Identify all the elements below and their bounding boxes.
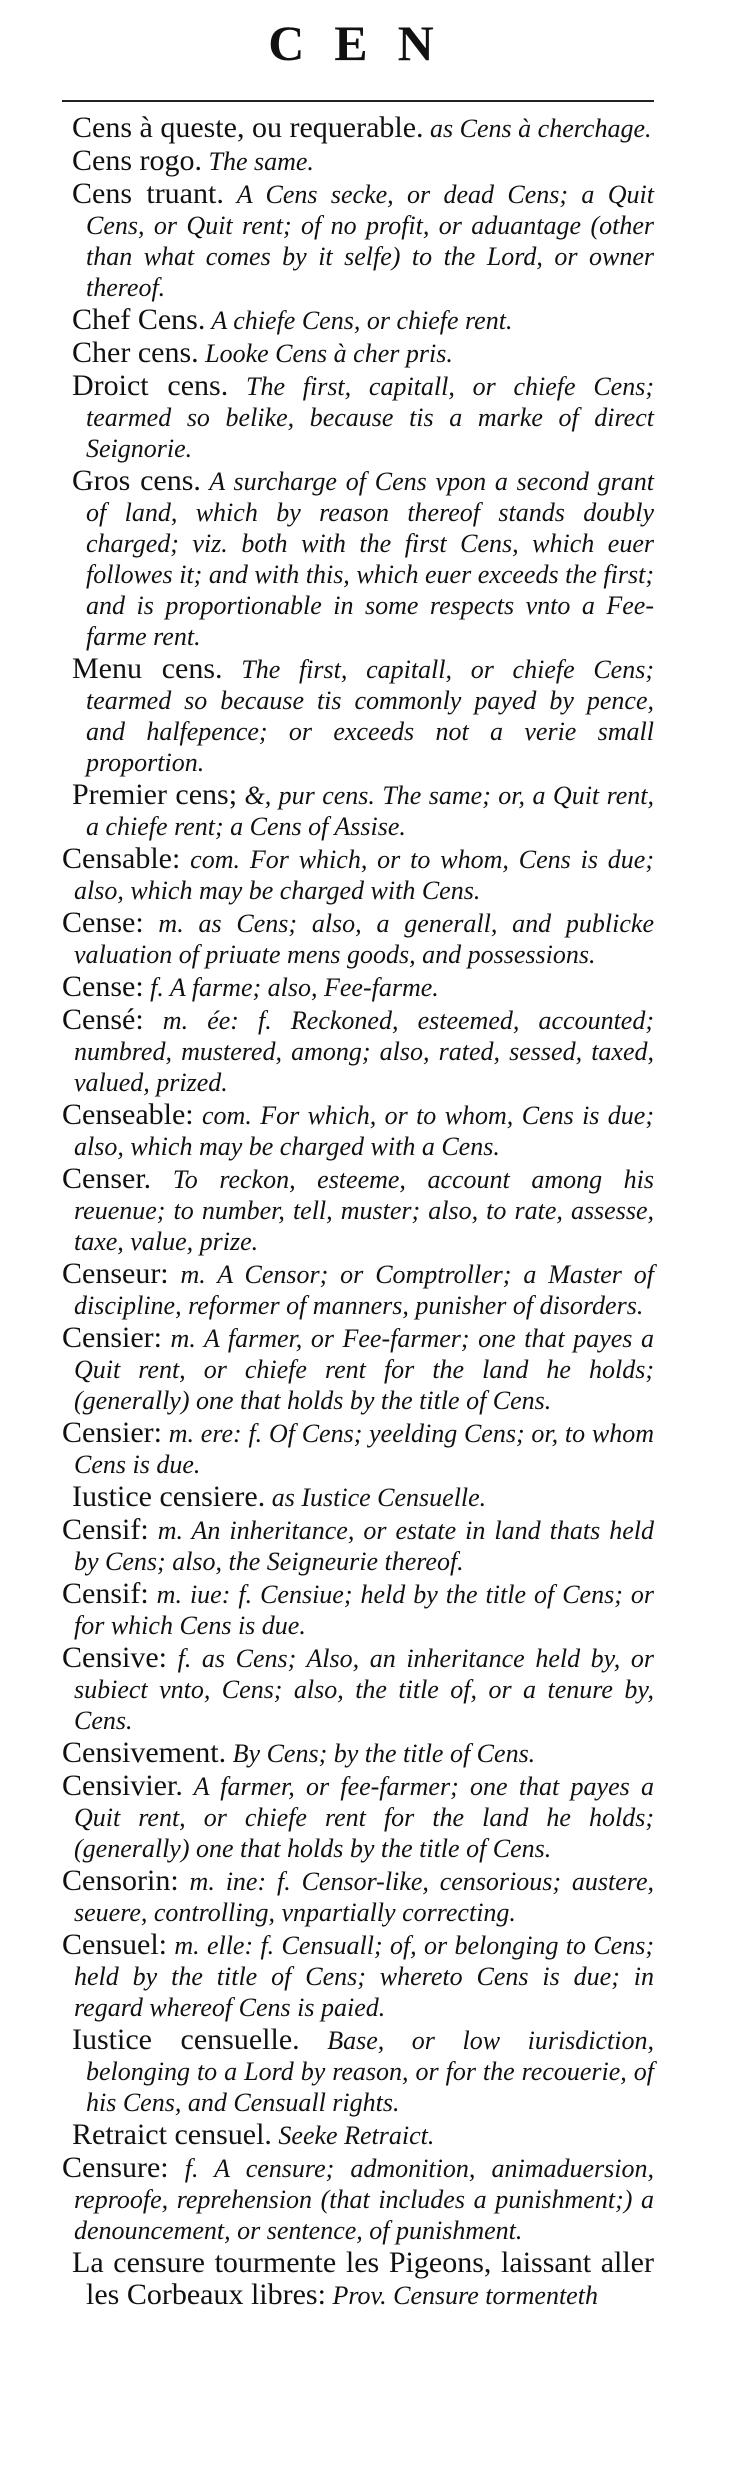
definition: m. ere: f. Of Cens; yeelding Cens; or, to whom Cens is due. (74, 1419, 654, 1479)
headword: Censive: (62, 1641, 167, 1674)
definition: Prov. Censure tormenteth (325, 2281, 598, 2310)
headword: Menu cens. (72, 652, 223, 685)
definition: Seeke Retraict. (271, 2121, 435, 2150)
definition: m. ée: f. Reckoned, esteemed, accounted; numbred, mustered, among; also, rated, sessed, taxed, valued, prized. (74, 1006, 654, 1097)
headword: La censure tourmente les Pigeons, laissant aller les Corbeaux libres: (72, 2246, 654, 2311)
dictionary-entry (62, 1737, 654, 1769)
headword: Cens rogo. (72, 144, 202, 177)
dictionary-entry (62, 1004, 654, 1098)
page-header: CEN (268, 15, 464, 71)
sub-entry (62, 178, 654, 303)
sub-entry (62, 337, 654, 369)
headword: Censier: (62, 1321, 162, 1354)
dictionary-entry (62, 1929, 654, 2023)
headword: Cher cens. (72, 336, 199, 369)
definition: A farmer, or fee-farmer; one that payes a Quit rent, or chiefe rent for the land he holds; (generally) one that holds by the title of Cens. (74, 1772, 654, 1863)
headword: Cense: (62, 906, 144, 939)
headword: Censorin: (62, 1864, 179, 1897)
definition: as Iustice Censuelle. (265, 1483, 487, 1512)
dictionary-entry (62, 1578, 654, 1641)
dictionary-entry (62, 1322, 654, 1416)
dictionary-entry (62, 843, 654, 906)
headword: Chef Cens. (72, 303, 206, 336)
definition: The first, capitall, or chiefe Cens; tearmed so because tis commonly payed by pence, and halfepence; or exceeds not a verie small proportion. (86, 655, 655, 777)
definition: The first, capitall, or chiefe Cens; tearmed so belike, because tis a marke of direct Seignorie. (86, 372, 654, 463)
sub-entry (62, 112, 654, 144)
dictionary-entry (62, 971, 654, 1003)
definition: f. as Cens; Also, an inheritance held by, or subiect vnto, Cens; also, the title of, or a tenure by, Cens. (74, 1644, 654, 1735)
dictionary-entry (62, 1163, 654, 1257)
headword: Censif: (62, 1513, 149, 1546)
headword: Censivier. (62, 1769, 183, 1802)
definition: f. A farme; also, Fee-farme. (143, 973, 439, 1002)
definition: A chiefe Cens, or chiefe rent. (205, 306, 513, 335)
definition: Looke Cens à cher pris. (198, 339, 453, 368)
headword: Censure: (62, 2151, 169, 2184)
definition: A Cens secke, or dead Cens; a Quit Cens, or Quit rent; of no profit, or aduantage (other than what comes by it selfe) to the Lord, or owner thereof. (86, 180, 654, 302)
sub-entry (62, 2119, 654, 2151)
definition: m. iue: f. Censiue; held by the title of Cens; or for which Cens is due. (74, 1580, 654, 1640)
definition: com. For which, or to whom, Cens is due; also, which may be charged with a Cens. (74, 1101, 654, 1161)
header-rule (62, 100, 654, 102)
dictionary-entry (62, 1514, 654, 1577)
definition: A surcharge of Cens vpon a second grant of land, which by reason thereof stands doubly charged; viz. both with the first Cens, which euer followes it; and with this, which euer exceeds the first; and is proportionable in some respects vnto a Fee-farme rent. (86, 467, 654, 651)
dictionary-entry (62, 1417, 654, 1480)
dictionary-entry (62, 2152, 654, 2246)
headword: Iustice censuelle. (72, 2023, 300, 2056)
headword: Cense: (62, 970, 144, 1003)
headword: Censeur: (62, 1257, 169, 1290)
sub-entry (62, 2247, 654, 2311)
headword: Gros cens. (72, 464, 201, 497)
definition: m. A Censor; or Comptroller; a Master of discipline, reformer of manners, punisher of disorders. (74, 1260, 654, 1320)
sub-entry (62, 1481, 654, 1513)
definition: To reckon, esteeme, account among his reuenue; to number, tell, muster; also, to rate, assesse, taxe, value, prize. (74, 1165, 654, 1256)
headword: Droict cens. (72, 369, 229, 402)
definition: m. as Cens; also, a generall, and publicke valuation of priuate mens goods, and possessions. (74, 909, 654, 969)
sub-entry (62, 304, 654, 336)
definition: Base, or low iurisdiction, belonging to a Lord by reason, or for the recouerie, of his Cens, and Censuall rights. (86, 2026, 654, 2117)
sub-entry (62, 779, 654, 842)
dictionary-entry (62, 1770, 654, 1864)
definition: &, pur cens. The same; or, a Quit rent, a chiefe rent; a Cens of Assise. (86, 781, 654, 841)
dictionary-entry (62, 1258, 654, 1321)
definition: com. For which, or to whom, Cens is due; also, which may be charged with Cens. (74, 845, 654, 905)
headword: Censif: (62, 1577, 149, 1610)
headword: Censer. (62, 1162, 152, 1195)
sub-entry (62, 370, 654, 464)
headword: Censeable: (62, 1098, 194, 1131)
headword: Censé: (62, 1003, 144, 1036)
definition: m. An inheritance, or estate in land thats held by Cens; also, the Seigneurie thereof. (74, 1516, 654, 1576)
entry-list (62, 112, 654, 2312)
headword: Retraict censuel. (72, 2118, 272, 2151)
definition: The same. (202, 147, 314, 176)
headword: Cens truant. (72, 177, 224, 210)
definition: m. A farmer, or Fee-farmer; one that payes a Quit rent, or chiefe rent for the land he holds; (generally) one that holds by the title of Cens. (74, 1324, 654, 1415)
headword: Cens à queste, ou requerable. (72, 111, 424, 144)
headword: Iustice censiere. (72, 1480, 266, 1513)
headword: Censivement. (62, 1736, 227, 1769)
dictionary-entry (62, 907, 654, 970)
definition: as Cens à cherchage. (423, 114, 652, 143)
dictionary-entry (62, 1099, 654, 1162)
sub-entry (62, 2024, 654, 2118)
definition: m. ine: f. Censor-like, censorious; austere, seuere, controlling, vnpartially correcting. (74, 1867, 654, 1927)
sub-entry (62, 145, 654, 177)
definition: By Cens; by the title of Cens. (226, 1739, 536, 1768)
headword: Premier cens; (72, 778, 238, 811)
dictionary-entry (62, 1865, 654, 1928)
dictionary-entry (62, 1642, 654, 1736)
headword: Censier: (62, 1416, 162, 1449)
headword: Censable: (62, 842, 181, 875)
definition: f. A censure; admonition, animaduersion, reproofe, reprehension (that includes a punishment;) a denouncement, or sentence, of punishment. (74, 2154, 654, 2245)
definition: m. elle: f. Censuall; of, or belonging to Cens; held by the title of Cens; whereto Cens is due; in regard whereof Cens is paied. (74, 1931, 654, 2022)
headword: Censuel: (62, 1928, 167, 1961)
sub-entry (62, 653, 654, 778)
sub-entry (62, 465, 654, 652)
